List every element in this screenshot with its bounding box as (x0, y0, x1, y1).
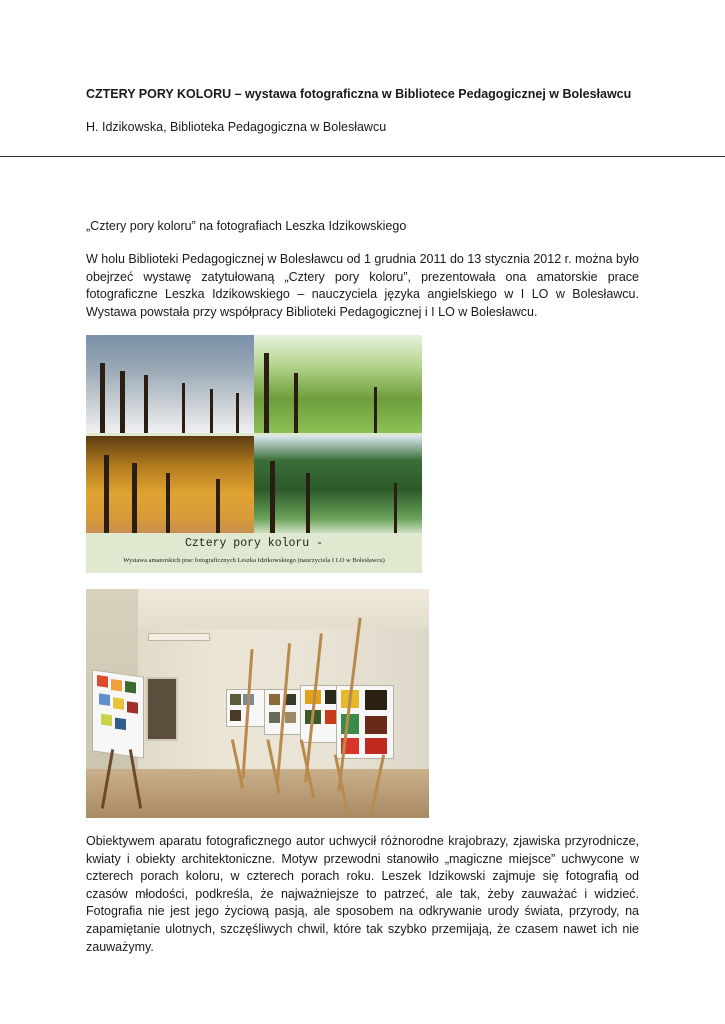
spring-photo (254, 335, 422, 433)
paragraph-2: Obiektywem aparatu fotograficznego autor uchwycił różnorodne krajobrazy, zjawiska przyrodnicze, kwiaty i obiekty architektoniczne. Motyw przewodni stanowiło „magiczne miejsce” uchwycone w czterech porach koloru, w czterech porach roku. Leszek Idzikowski zajmuje się fotografią od czasów młodości, podkreśla, że najważniejsze to patrzeć, ale tak, żeby zauważać i widzieć. Fotografia nie jest jego życiową pasją, ale sposobem na odkrywanie urody świata, przyrody, na zapamiętanie ulotnych, szczęśliwych chwil, które tak szybko przemijają, że czasem nawet ich nie zauważymy. (86, 834, 639, 954)
summer-photo (254, 436, 422, 533)
poster-caption-title: Cztery pory koloru - (184, 537, 324, 550)
paragraph-1: W holu Biblioteki Pedagogicznej w Bolesławcu od 1 grudnia 2011 do 13 stycznia 2012 r. można było obejrzeć wystawę zatytułowaną „Cztery pory koloru”, prezentowała ona amatorskie prace fotograficzne Leszka Idzikowskiego – nauczyciela języka angielskiego w I LO w Bolesławcu. Wystawa powstała przy współpracy Biblioteki Pedagogicznej i I LO w Bolesławcu. (86, 252, 639, 319)
document-title: CZTERY PORY KOLORU – wystawa fotograficzna w Bibliotece Pedagogicznej w Bolesławcu (86, 87, 632, 101)
four-seasons-poster-image (86, 335, 422, 573)
exhibition-hall-photo (86, 589, 429, 818)
header-divider (0, 156, 725, 157)
autumn-photo (86, 436, 254, 533)
poster-caption-subtitle: Wystawa amatorskich prac fotograficznych Leszka Idzikowskiego (nauczyciela I LO w Bolesławcu) (123, 557, 385, 564)
article-subtitle: „Cztery pory koloru” na fotografiach Leszka Idzikowskiego (86, 219, 407, 233)
author-line: H. Idzikowska, Biblioteka Pedagogiczna w Bolesławcu (86, 120, 387, 134)
poster-caption (86, 533, 422, 573)
winter-photo (86, 335, 254, 433)
